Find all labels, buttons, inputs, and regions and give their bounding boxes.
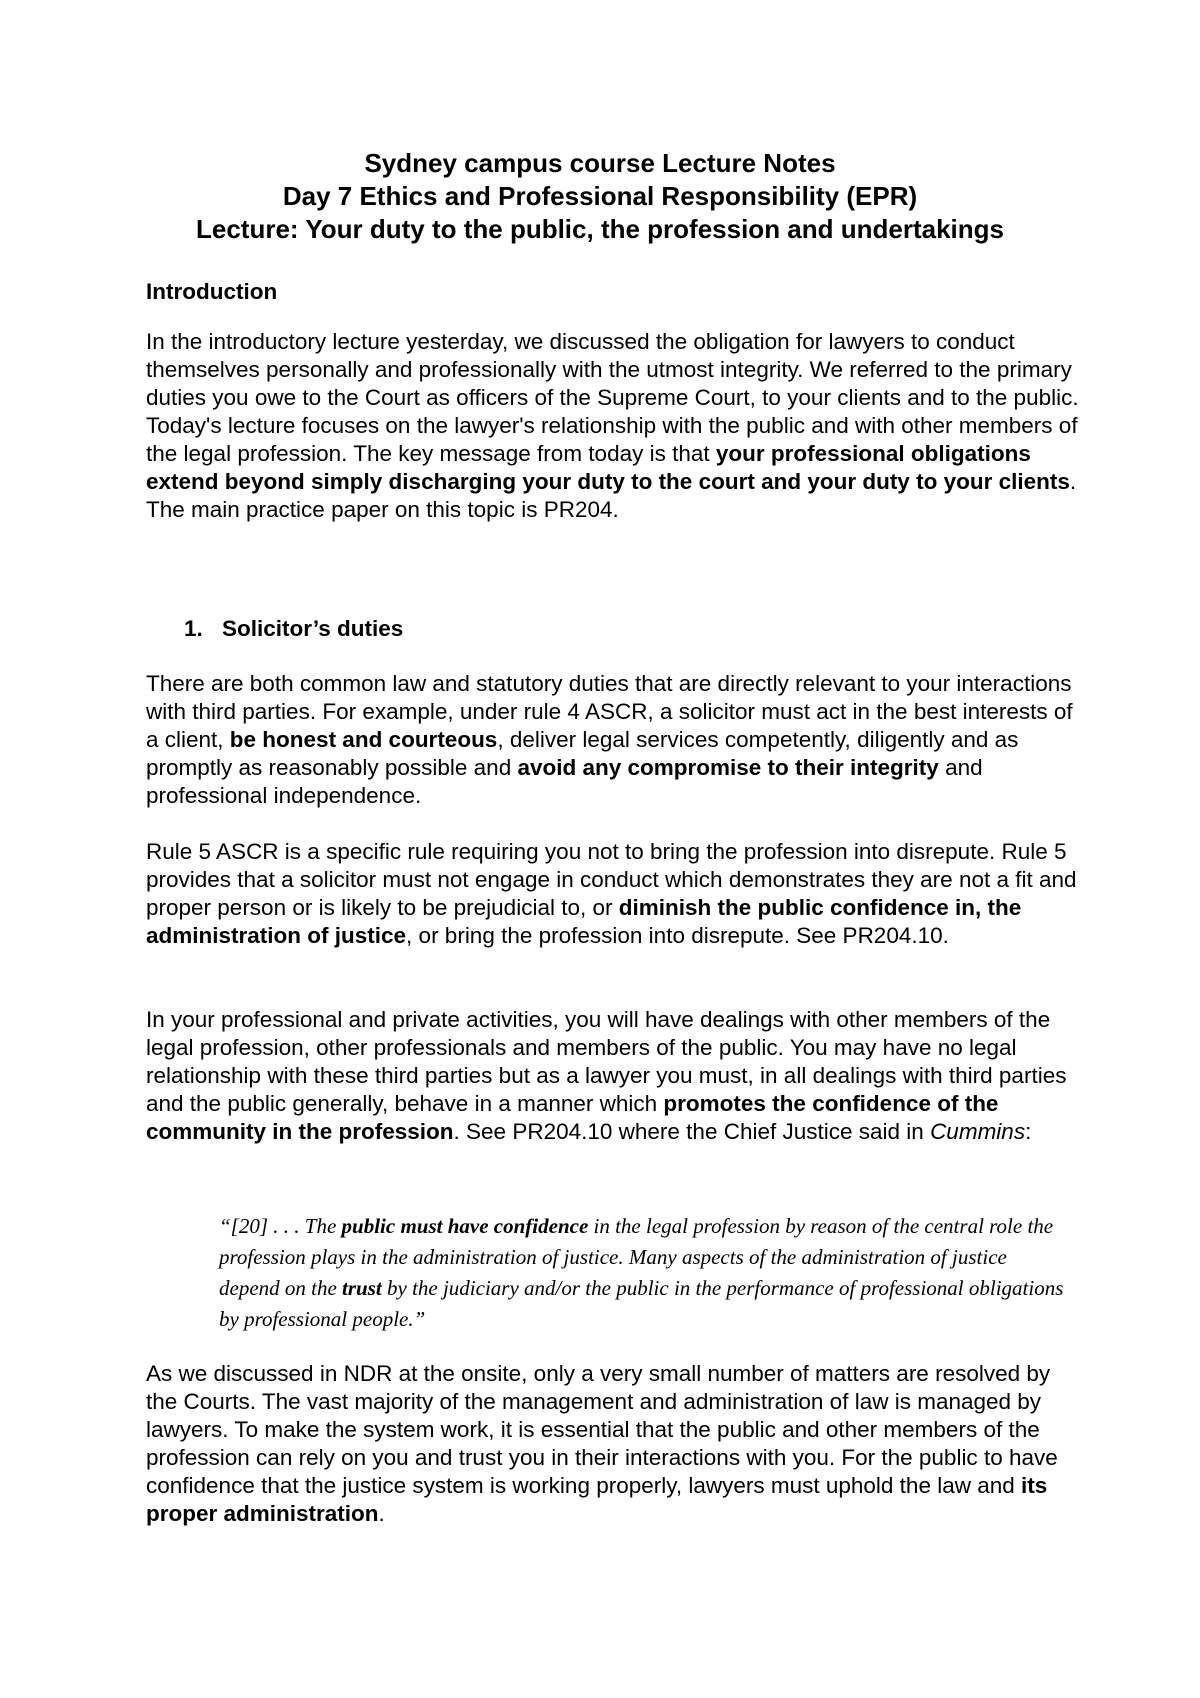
section-title: Solicitor’s duties	[222, 616, 404, 641]
title-line-1: Sydney campus course Lecture Notes	[364, 148, 836, 178]
text-run: :	[1025, 1119, 1032, 1144]
case-name: Cummins	[930, 1119, 1026, 1144]
text-run: in the legal profession by reason of the central role the profession plays in the administration of justice. Many aspects of the administration of justice depend on the	[219, 1214, 1054, 1300]
bold-run: your professional obligations extend beyond simply discharging your duty to the court and your duty to your clients	[146, 441, 1070, 494]
section-1-paragraph-1	[146, 670, 1086, 810]
text-run: .	[378, 1501, 385, 1526]
section-1-heading	[184, 615, 984, 643]
text-run: There are both common law and statutory duties that are directly relevant to your interactions with third parties. For example, under rule 4 ASCR, a solicitor must act in the best interests of a client,	[146, 671, 1073, 752]
section-number: 1.	[184, 616, 203, 641]
text-run: In your professional and private activities, you will have dealings with other members of the legal profession, other professionals and members of the public. You may have no legal relationship with these third parties but as a lawyer you must, in all dealings with third parties and the public generally, behave in a manner which	[146, 1007, 1067, 1116]
text-run: , or bring the profession into disrepute. See PR204.10.	[406, 923, 949, 948]
section-1-paragraph-4	[146, 1360, 1086, 1528]
title-line-3: Lecture: Your duty to the public, the profession and undertakings	[196, 214, 1004, 244]
text-run: In the introductory lecture yesterday, we discussed the obligation for lawyers to conduct themselves personally and professionally with the utmost integrity. We referred to the primary duties you owe to the Court as officers of the Supreme Court, to your clients and to the public. Today's lecture focuses on the lawyer's relationship with the public and with other members of the legal profession. The key message from today is that	[146, 329, 1079, 466]
text-run: “[20] . . . The	[219, 1214, 342, 1238]
text-run: . The main practice paper on this topic is PR204.	[146, 469, 1077, 522]
text-run: , deliver legal services competently, diligently and as promptly as reasonably possible and	[146, 727, 1019, 780]
text-run: As we discussed in NDR at the onsite, only a very small number of matters are resolved by the Courts. The vast majority of the management and administration of law is managed by lawyers. To make the system work, it is essential that the public and other members of the profession can rely on you and trust you in their interactions with you. For the public to have confidence that the justice system is working properly, lawyers must uphold the law and	[146, 1361, 1058, 1498]
cummins-quote	[219, 1211, 1069, 1335]
bold-run: diminish the public confidence in, the administration of justice	[146, 895, 1022, 948]
text-run: by the judiciary and/or the public in the performance of professional obligations by professional people.”	[219, 1276, 1064, 1331]
title-line-2: Day 7 Ethics and Professional Responsibility (EPR)	[282, 181, 918, 211]
bold-run: be honest and courteous	[229, 727, 498, 752]
introduction-heading: Introduction	[146, 279, 278, 304]
bold-run: promotes the confidence of the community in the profession	[146, 1091, 999, 1144]
text-run: and professional independence.	[146, 755, 983, 808]
text-run: Rule 5 ASCR is a specific rule requiring you not to bring the profession into disrepute. Rule 5 provides that a solicitor must not engage in conduct which demonstrates they are not a fit and proper person or is likely to be prejudicial to, or	[146, 839, 1077, 920]
bold-run: public must have confidence	[341, 1214, 589, 1238]
section-1-paragraph-2	[146, 838, 1086, 950]
introduction-paragraph	[146, 328, 1086, 524]
bold-run: avoid any compromise to their integrity	[517, 755, 939, 780]
bold-run: trust	[342, 1276, 382, 1300]
document-title	[0, 147, 1200, 246]
text-run: . See PR204.10 where the Chief Justice said in	[453, 1119, 931, 1144]
section-1-paragraph-3	[146, 1006, 1086, 1146]
bold-run: its proper administration	[146, 1473, 1048, 1526]
